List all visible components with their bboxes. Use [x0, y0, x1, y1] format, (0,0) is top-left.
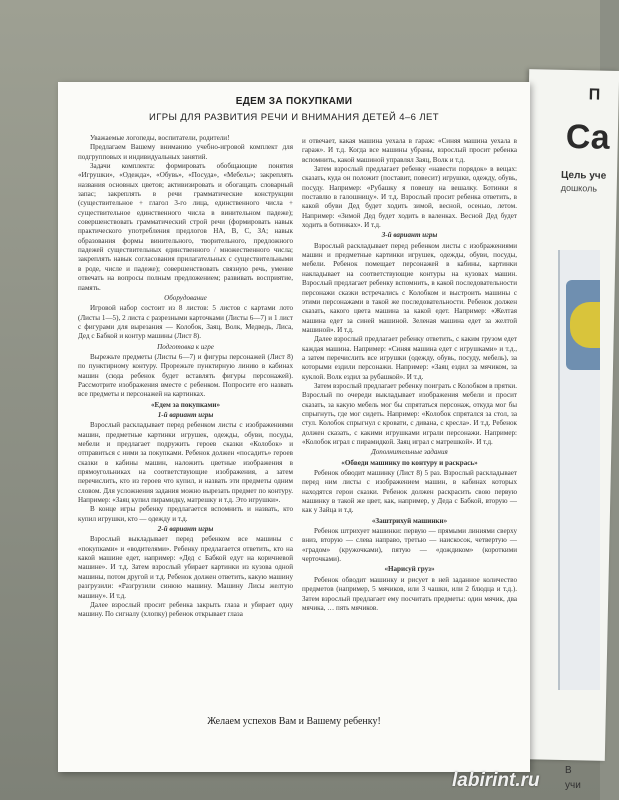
left-column-paragraph: Игровой набор состоит из 8 листов: 5 листов с картами лото (Листы 1—5), 2 листа с разрезными карточками (Листы 6—7) и 1 лист с фигурами для вырезания — Колобок, Заяц, Волк, Медведь, Лиса, Дед с Бабкой и контур машины (Лист 8). — [78, 304, 293, 341]
page-title: ЕДЕМ ЗА ПОКУПКАМИ — [235, 96, 353, 107]
left-column-paragraph: 1-й вариант игры — [157, 410, 214, 419]
right-column-paragraph: Дополнительные задания — [371, 448, 448, 457]
left-column-paragraph: Вырежьте предметы (Листы 6—7) и фигуры персонажей (Лист 8) по пунктирному контуру. Прорежьте пунктирную линию в кабинах машин (сюда ребенок будет вставлять фигуры персонажей). Рассмотрите изображения вместе с ребенком. Попросите его назвать все предметы и персонажей на картинках. — [78, 352, 293, 399]
left-column-paragraph: В конце игры ребенку предлагается вспомнить и назвать, кто купил игрушки, кто — одежду и т.д. — [78, 505, 293, 523]
right-column-paragraph: «Заштрихуй машинки» — [371, 516, 448, 525]
booklet-bottom-1: В — [565, 765, 572, 776]
left-column-paragraph: 2-й вариант игры — [157, 525, 214, 534]
left-column-paragraph: Уважаемые логопеды, воспитатели, родители! — [90, 134, 230, 142]
yellow-card-shape — [570, 302, 600, 348]
booklet-bottom-2: учи — [565, 780, 581, 791]
page-footer: Желаем успехов Вам и Вашему ребенку! — [207, 716, 381, 727]
right-column-paragraph: Далее взрослый предлагает ребенку ответить, с каким грузом едет каждая машина. Например: «Синяя машина едет с игрушками» и т.д., а затем перечислить все игрушки (одежду, обувь, посуду, мебель), за которыми ездили персонажи. Например: «Заяц ездил за мячиком, за куклой. Волк ездил за рубашкой». И т.д. — [302, 335, 517, 381]
booklet-line-2: дошколь — [560, 182, 598, 194]
right-column — [302, 137, 517, 613]
left-column-paragraph: Далее взрослый просит ребенка закрыть глаза и убирает одну машину. По сигналу (хлопку) ребенок открывает глаза — [78, 600, 293, 619]
watermark: labirint.ru — [452, 770, 540, 791]
right-column-paragraph: и отвечает, какая машина уехала в гараж: «Синяя машина уехала в гараж». И т.д. Когда все машины убраны, взрослый просит ребенка вспомнить, какой машиной управлял Заяц, Волк и т.д. — [302, 137, 517, 164]
left-column-paragraph: «Едем за покупками» — [150, 400, 221, 409]
instruction-page — [58, 82, 530, 772]
right-column-paragraph: Ребенок обводит машинку и рисует в ней заданное количество предметов (например, 5 мячиков, или 3 чашки, или 2 блюдца и т.д.). Затем взрослый предлагает ему посчитать предметы: один мячик, два мячика, … пять мячиков. — [302, 575, 517, 612]
right-column-paragraph: «Нарисуй груз» — [384, 565, 435, 574]
left-column-paragraph: Задачи комплекта: формировать обобщающие понятия «Игрушки», «Одежда», «Обувь», «Посуда», «Мебель»; закреплять названия основных цветов; активизировать и обогащать словарный запас; закреплять в речи грамматические конструкции (существительное + глагол 3-го лица, единственного числа + существительное единственного числа в винительном падеже); совершенствовать грамматический строй речи (формировать навык практического употребления предлогов НА, В, С, ЗА; навык образования формы винительного, творительного, предложного падежей существительных единственного / множественного числа; закреплять навык согласования прилагательных с существительными в роде, числе и падеже); совершенствовать связную речь, умение отвечать на вопросы полным предложением; развивать восприятие, память. — [78, 162, 293, 292]
right-column-paragraph: Взрослый раскладывает перед ребенком листы с изображениями машин и предметные картинки игрушек, одежды, обуви, посуды, мебели. Ребенок помещает персонажей в кабины, картинки накладывает на соответствующие контуры на кузовах машин. Взрослый предлагает ребенку вспомнить, в какой последовательности персонажи сказки встречались с Колобком и выстроить машины с этими персонажами в такой же последовательности. Ребенок должен сказать, какого цвета машина за какой едет. Например: «Желтая машина едет за синей машиной. Зеленая машина едет за желтой машиной». И т.д. — [302, 241, 517, 334]
left-column-paragraph: Оборудование — [164, 293, 207, 302]
booklet-big-title: Са — [565, 117, 611, 157]
left-column-paragraph: Подготовка к игре — [157, 342, 214, 351]
page-subtitle: ИГРЫ ДЛЯ РАЗВИТИЯ РЕЧИ И ВНИМАНИЯ ДЕТЕЙ 4–6 ЛЕТ — [149, 112, 439, 123]
right-column-paragraph: Ребенок штрихует машинки: первую — прямыми линиями сверху вниз, вторую — слева направо, третью — наискосок, четвертую — «градом» (кружочками), пятую — «дождиком» (короткими черточками). — [302, 527, 517, 564]
left-column-paragraph: Предлагаем Вашему вниманию учебно-игровой комплект для подгрупповых и индивидуальных занятий. — [78, 143, 293, 161]
left-column — [78, 134, 293, 620]
booklet-letter: П — [588, 86, 601, 104]
right-column-paragraph: 3-й вариант игры — [381, 231, 438, 240]
right-column-paragraph: Ребенок обводит машинку (Лист 8) 5 раз. Взрослый раскладывает перед ним листы с изображением машин, в кабинах которых находятся герои сказки. Ребенок должен раскрасить свою первую машинку в такой же цвет, как, например, у Деда с Бабкой, вторую — как у Зайца и т.д. — [302, 469, 517, 515]
left-column-paragraph: Взрослый раскладывает перед ребенком листы с изображениями машин, предметные картинки игрушек, одежды, обуви, посуды, мебели и предлагает подружить героев сказки «Колобок» и отправиться с ними за покупками. Ребенок должен «посадить» героев сказки в кабины машин, наложить цветные изображения в прямоугольниках на соответствующие изображения, а затем перечислить, кто из героев что купил, и назвать эти предметы одним словом. Для усложнения задания можно вырезать предмет по контуру. Например: «Заяц купил пирамидку, матрешку и т.д. Это игрушки». — [78, 421, 293, 505]
left-column-paragraph: Взрослый выкладывает перед ребенком все машины с «покупками» и «водителями». Ребенку предлагается ответить, кто на какой машине едет, например: «Дед с Бабкой едут на коричневой машине». И т.д. Затем взрослый убирает картинки из кузова одной машины, потом другой и т.д. Ребенок должен ответить, какую машину разгрузили: «Разгрузили синюю машину. Машину Лисы желтую машину». И т.д. — [78, 535, 293, 600]
booklet-line-1: Цель уче — [560, 169, 607, 182]
right-column-paragraph: Затем взрослый предлагает ребенку «навести порядок» в вещах: сказать, куда он положит (поставит, повесит) игрушки, одежду, обувь, посуду. Например: «Рубашку я повешу на вешалку. Ботинки я поставлю в галошницу». И т.д. Взрослый просит ребенка ответить, в какой обуви Дед будет ходить зимой, весной, осенью, летом. Например: «Зимой Дед будет ходить в валенках. Весной Дед будет ходить в ботинках». И т.д. — [302, 165, 517, 230]
right-column-paragraph: Затем взрослый предлагает ребенку поиграть с Колобком в прятки. Взрослый по очереди выкладывает изображения мебели и просит сказать, за какую мебель мог бы спрятаться персонаж, откуда мог бы спрыгнуть, где мог сидеть. Например: «Колобок спрятался за стол, за стул. Колобок спрыгнул с кровати, с дивана, с кресла». И т.д. Ребенок должен сказать, с какими игрушками играли персонажи. Например: «Колобок играл с пирамидкой. Заяц играл с матрешкой». И т.д. — [302, 381, 517, 446]
right-column-paragraph: «Обведи машинку по контуру и раскрась» — [341, 458, 478, 467]
card-strip — [558, 250, 600, 690]
